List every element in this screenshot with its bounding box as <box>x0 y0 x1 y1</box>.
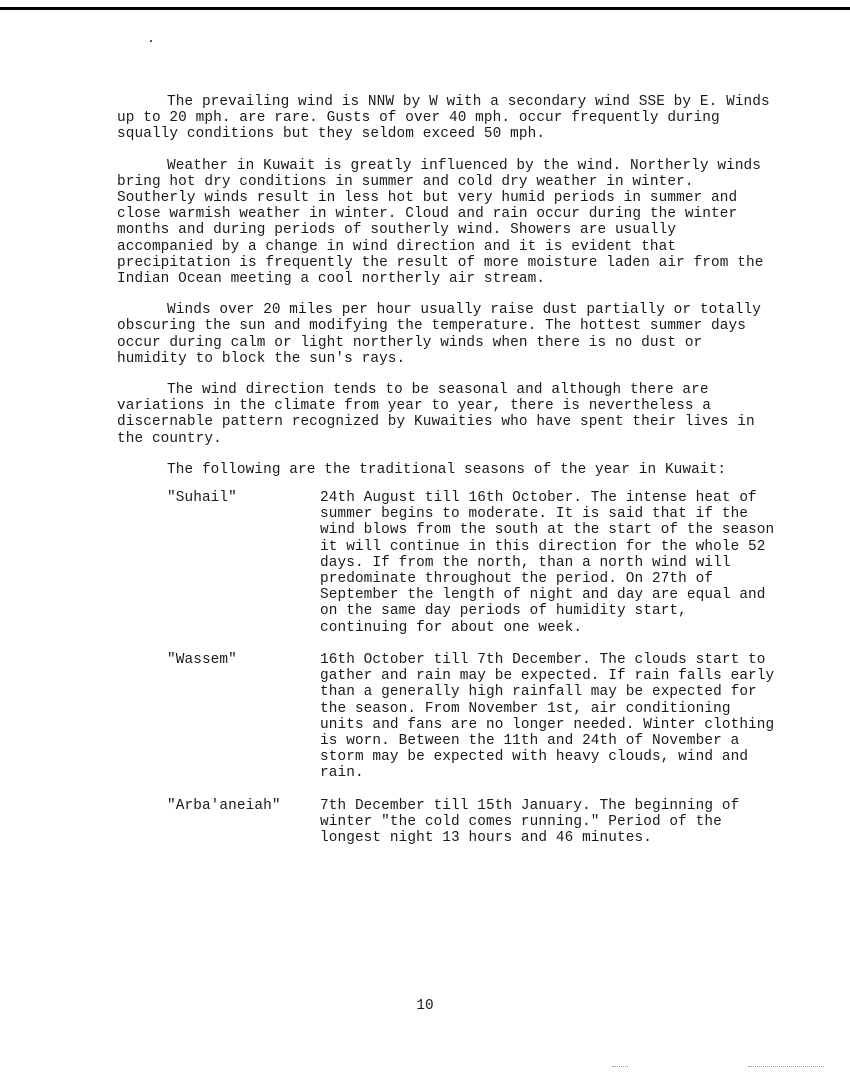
scan-speck <box>150 40 152 42</box>
season-item-arbaaneiah <box>117 798 777 847</box>
paragraph-seasons-intro: The following are the traditional seasons of the year in Kuwait: <box>167 461 727 478</box>
top-border-rule <box>0 7 850 10</box>
paragraph-prevailing-wind: The prevailing wind is NNW by W with a secondary wind SSE by E. Winds up to 20 mph. are rare. Gusts of over 40 mph. occur frequently during squally conditions but they seldom exceed 50 mph. <box>117 94 770 143</box>
scan-artifact <box>748 1066 824 1068</box>
season-name: "Wassem" <box>167 651 237 668</box>
seasons-list <box>117 490 777 846</box>
season-item-wassem <box>117 652 777 782</box>
season-description: 24th August till 16th October. The intense heat of summer begins to moderate. It is said that if the wind blows from the south at the start of the season it will continue in this direction for the whole 52 days. If from the north, than a north wind will predominate throughout the period. On 27th of September the length of night and day are equal and on the same day periods of humidity start, continuing for about one week. <box>320 490 775 636</box>
paragraph-dust-winds: Winds over 20 miles per hour usually raise dust partially or totally obscuring the sun and modifying the temperature. The hottest summer days occur during calm or light northerly winds when there is no dust or humidity to block the sun's rays. <box>117 302 762 367</box>
season-name: "Arba'aneiah" <box>167 797 281 814</box>
season-name: "Suhail" <box>167 490 237 507</box>
season-description: 16th October till 7th December. The clouds start to gather and rain may be expected. If rain falls early than a generally high rainfall may be expected for the season. From November 1st, air conditioning units and fans are no longer needed. Winter clothing is worn. Between the 11th and 24th of November a storm may be expected with heavy clouds, wind and rain. <box>320 651 775 782</box>
season-item-suhail <box>117 490 777 636</box>
paragraph-weather-influence: Weather in Kuwait is greatly influenced by the wind. Northerly winds bring hot dry conditions in summer and cold dry weather in winter. Southerly winds result in less hot but very humid periods in summer and close warmish weather in winter. Cloud and rain occur during the winter months and during periods of southerly wind. Showers are usually accompanied by a change in wind direction and it is evident that precipitation is frequently the result of more moisture laden air from the Indian Ocean meeting a cool northerly air stream. <box>117 157 764 288</box>
scan-artifact <box>612 1066 628 1068</box>
document-body <box>117 94 777 862</box>
paragraph-seasonal-pattern: The wind direction tends to be seasonal and although there are variations in the climate from year to year, there is nevertheless a discernable pattern recognized by Kuwaities who have spent their lives in the country. <box>117 382 755 447</box>
page-number: 10 <box>416 998 434 1014</box>
season-description: 7th December till 15th January. The beginning of winter "the cold comes running." Period of the longest night 13 hours and 46 minutes. <box>320 797 740 846</box>
